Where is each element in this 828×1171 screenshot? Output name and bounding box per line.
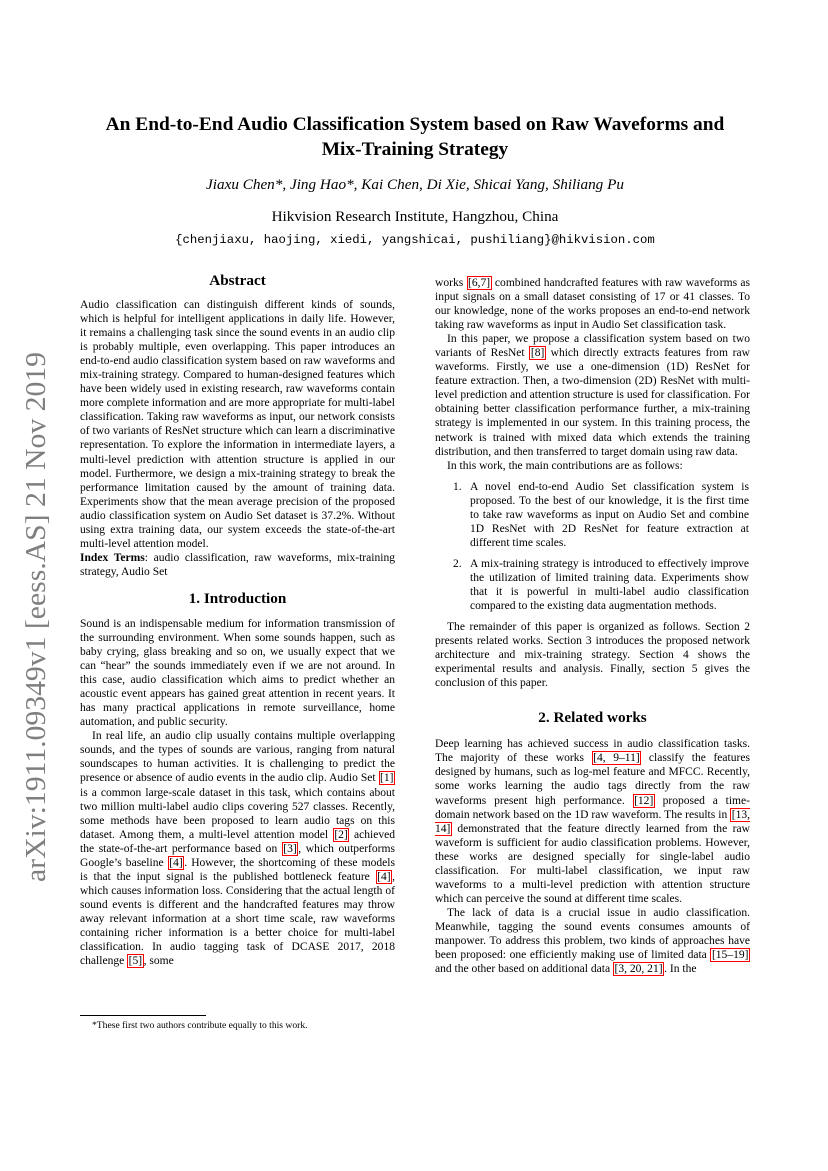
citation-link[interactable]: [2] — [334, 828, 348, 841]
text-run: works — [435, 277, 467, 289]
text-run: is a common large-scale dataset in this task, which contains about two million multi-label audio clips covering 527 classes. Recently, some methods have been proposed to learn audio tags on this dataset. Among them, a multi-level attention model — [80, 786, 395, 841]
intro-paragraph-1: Sound is an indispensable medium for information transmission of the surrounding environment. When some sounds happen, such as baby crying, glass breaking and so on, we usually expect that we can “hear” the sounds immediately even if we are not around. In this case, audio classification which aims to predict whether an acoustic event appears has gained great attention in recent years. It has many practical applications in remote surveillance, home automation, and public security. — [80, 617, 395, 729]
introduction-heading: 1. Introduction — [188, 589, 287, 607]
citation-link[interactable]: [1] — [380, 772, 394, 785]
footnote: *These first two authors contribute equally to this work. — [92, 1020, 308, 1031]
intro-paragraph-2 — [80, 729, 395, 968]
contributions-list — [435, 480, 750, 613]
paper-affiliation: Hikvision Research Institute, Hangzhou, China — [271, 208, 559, 225]
citation-link[interactable]: [8] — [530, 347, 545, 360]
contribution-text: A mix-training strategy is introduced to effectively improve the utilization of limited training data. Experiments show that it is powerful in multi-label audio classification compared to the existing data augmentation methods. — [470, 557, 749, 613]
text-run: . However, the shortcoming of these models is that the input signal is the published bottleneck feature — [80, 856, 395, 883]
text-run: , some — [143, 955, 174, 968]
citation-link[interactable]: [3] — [283, 842, 297, 855]
abstract-heading: Abstract — [209, 272, 266, 289]
citation-link[interactable]: [4, 9–11] — [593, 752, 640, 765]
related-paragraph-2 — [435, 906, 750, 976]
text-run: Deep learning has achieved success in audio classification tasks. The majority of these works — [435, 738, 750, 765]
citation-link[interactable]: [3, 20, 21] — [614, 963, 663, 976]
right-paragraph-1 — [435, 276, 750, 332]
citation-link[interactable]: [4] — [169, 856, 183, 869]
text-run: demonstrated that the feature directly learned from the raw waveform is sufficient for audio classification problems. However, these works are designed specially for single-label audio classification. For multi-label classification, we input raw waveforms to a multi-level prediction with attention structure which can perceive the sound at different time scales. — [435, 822, 750, 905]
text-run: classify the features designed by humans, such as log-mel feature and MFCC. Recently, some works learning the audio tags directly from the raw waveforms present high performance. — [435, 752, 751, 807]
text-run: The lack of data is a crucial issue in audio classification. Meanwhile, tagging the sound events consumes amounts of manpower. To address this problem, two kinds of approaches have been proposed: one efficiently making use of limited data — [435, 906, 750, 962]
citation-link[interactable]: [6,7] — [468, 277, 491, 289]
text-run: In real life, an audio clip usually contains multiple overlapping sounds, and the types of sounds are various, ranging from natural soundscapes to human activities. It is challenging to predict the presence or absence of audio events in the audio clip. Audio Set — [80, 730, 395, 785]
right-column — [435, 276, 750, 976]
right-paragraph-2 — [435, 332, 750, 458]
paper-title-line-2: Mix-Training Strategy — [321, 139, 509, 160]
paper-title — [80, 112, 750, 162]
related-works-heading: 2. Related works — [538, 709, 647, 727]
arxiv-stamp-text: arXiv:1911.09349v1 [eess.AS] 21 Nov 2019 — [21, 382, 52, 882]
index-terms-label: Index Terms — [80, 551, 145, 564]
contribution-number: 2. — [453, 557, 462, 570]
left-column — [80, 270, 395, 968]
index-terms — [80, 551, 395, 579]
paper-outline-paragraph: The remainder of this paper is organized as follows. Section 2 presents related works. Section 3 introduces the proposed network architecture and mix-training strategy. Section 4 shows the experimental results and analysis. Finally, section 5 gives the conclusion of this paper. — [435, 621, 750, 690]
citation-link[interactable]: [4] — [377, 870, 391, 883]
index-terms-text: : audio classification, raw waveforms, mix-training strategy, Audio Set — [80, 551, 395, 578]
citation-link[interactable]: [5] — [128, 955, 143, 968]
text-run: , which outperforms Google’s baseline — [80, 842, 395, 869]
contribution-item — [435, 557, 750, 613]
text-run: combined handcrafted features with raw waveforms as input signals on a small dataset consisting of 17 or 41 classes. To our knowledge, none of the works proposes an end-to-end network taking raw waveforms as input in Audio Set classification task. — [435, 277, 750, 332]
footnote-rule — [80, 1015, 206, 1016]
arxiv-stamp — [14, 352, 54, 882]
text-run: achieved the state-of-the-art performance based on — [80, 828, 395, 855]
citation-link[interactable]: [12] — [634, 794, 654, 807]
citation-link[interactable]: [13, 14] — [435, 808, 750, 835]
contribution-item — [435, 480, 750, 550]
related-paragraph-1 — [435, 737, 750, 906]
contribution-number: 1. — [453, 480, 462, 493]
text-run: and the other based on additional data — [435, 963, 613, 976]
text-run: which directly extracts features from raw waveforms. Firstly, we use a one-dimension (1D) ResNet for feature extraction. Then, a two-dimension (2D) ResNet with multi-level prediction and attention structure is used for classification. For obtaining better classification performance further, a mix-training strategy is implemented in our system. In this training process, the network is trained with mixed data which extends the training distribution, and then transferred to target domain using raw data. — [435, 347, 750, 458]
text-run: , which causes information loss. Considering that the actual length of sound events is different and the handcrafted features may throw away relevant information at a short time scale, raw waveforms containing richer information is a better choice for multi-label classification. In audio tagging task of DCASE 2017, 2018 challenge — [80, 870, 395, 968]
paper-title-line-1: An End-to-End Audio Classification System based on Raw Waveforms and — [105, 114, 725, 135]
contributions-intro: In this work, the main contributions are as follows: — [447, 459, 683, 472]
citation-link[interactable]: [15–19] — [711, 949, 749, 962]
text-run: In this paper, we propose a classification system based on two variants of ResNet — [435, 333, 750, 360]
abstract-text: Audio classification can distinguish different kinds of sounds, which is helpful for intelligent applications in daily life. However, it remains a challenging task since the sound events in an audio clip is probably multiple, even overlapping. This paper introduces an end-to-end audio classification system based on raw waveforms and mix-training strategy. Compared to human-designed features which have been widely used in existing research, raw waveforms contain more complete information and are more appropriate for multi-label classification. Taking raw waveforms as input, our network consists of two variants of ResNet structure which can learn a discriminative representation. To explore the information in intermediate layers, a multi-level prediction with attention structure is applied in our model. Furthermore, we design a mix-training strategy to break the performance limitation caused by the amount of training data. Experiments show that the mean average precision of the proposed audio classification system on Audio Set dataset is 37.2%. Without using extra training data, our system exceeds the state-of-the-art multi-level attention model. — [80, 299, 395, 550]
text-run: . In the — [664, 963, 697, 976]
text-run: proposed a time-domain network based on the 1D raw waveform. The results in — [435, 794, 751, 821]
contribution-text: A novel end-to-end Audio Set classification system is proposed. To the best of our knowledge, it is the first time to take raw waveforms as input on Audio Set and combine 1D ResNet with 2D ResNet for feature extraction at different time scales. — [470, 480, 749, 549]
paper-emails: {chenjiaxu, haojing, xiedi, yangshicai, pushiliang}@hikvision.com — [175, 233, 655, 247]
paper-authors: Jiaxu Chen*, Jing Hao*, Kai Chen, Di Xie, Shicai Yang, Shiliang Pu — [206, 176, 624, 193]
